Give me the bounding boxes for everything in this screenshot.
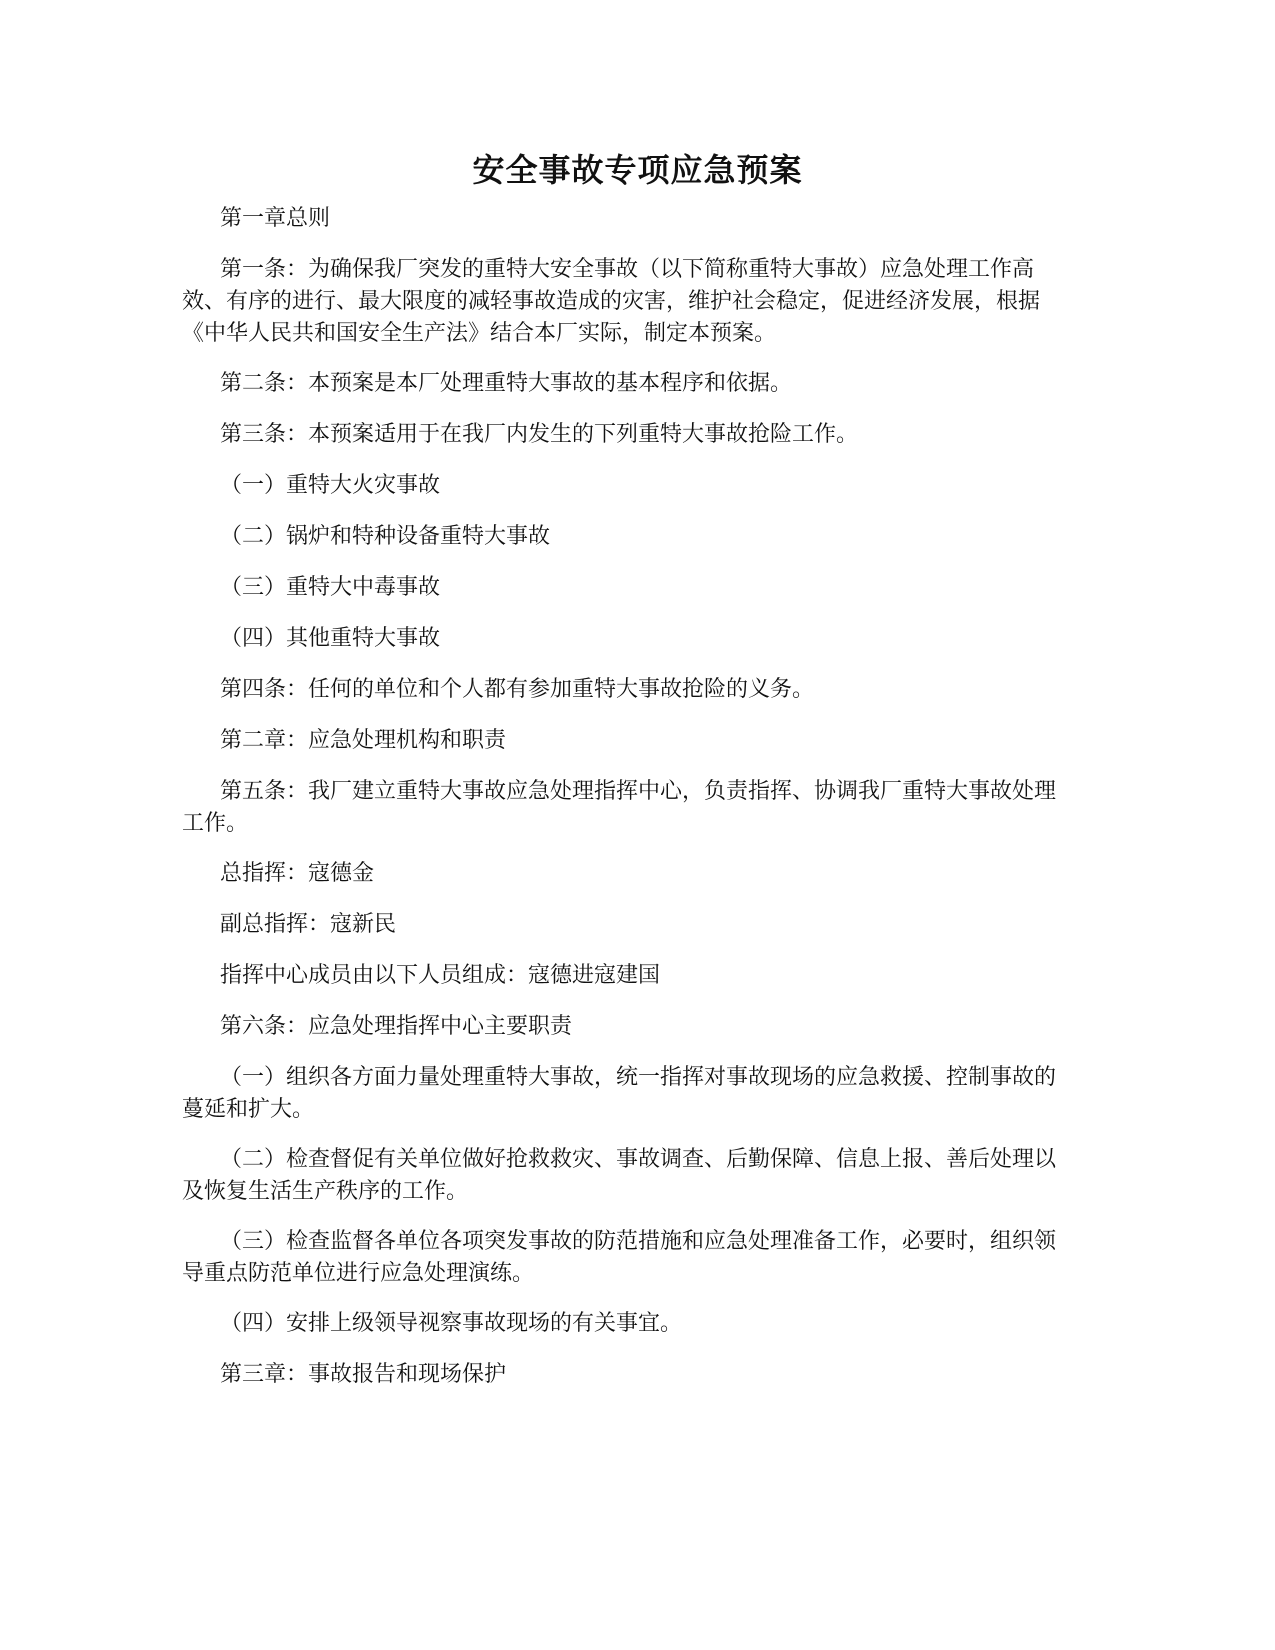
- article-3-item-1: （一）重特大火灾事故: [220, 473, 441, 498]
- article-6-item-4: （四）安排上级领导视察事故现场的有关事宜。: [220, 1311, 683, 1336]
- article-6: 第六条：应急处理指挥中心主要职责: [220, 1014, 573, 1039]
- chapter-1-heading: 第一章总则: [220, 206, 331, 231]
- article-1: 第一条：为确保我厂突发的重特大安全事故（以下简称重特大事故）应急处理工作高效、有序的进行、最大限度的减轻事故造成的灾害，维护社会稳定，促进经济发展，根据《中华人民共和国安全生产法》结合本厂实际，制定本预案。: [182, 257, 1041, 346]
- article-3-item-3: （三）重特大中毒事故: [220, 575, 441, 600]
- article-2: 第二条：本预案是本厂处理重特大事故的基本程序和依据。: [220, 371, 793, 396]
- document-title: 安全事故专项应急预案: [472, 151, 803, 189]
- article-6-item-2: （二）检查督促有关单位做好抢救救灾、事故调查、后勤保障、信息上报、善后处理以及恢复生活生产秩序的工作。: [182, 1147, 1057, 1204]
- chapter-3-heading: 第三章：事故报告和现场保护: [220, 1362, 507, 1387]
- chapter-2-heading: 第二章：应急处理机构和职责: [220, 728, 507, 753]
- article-6-item-1: （一）组织各方面力量处理重特大事故，统一指挥对事故现场的应急救援、控制事故的蔓延和扩大。: [182, 1065, 1057, 1122]
- article-3-item-4: （四）其他重特大事故: [220, 626, 441, 651]
- deputy-commander: 副总指挥：寇新民: [220, 912, 397, 937]
- article-3: 第三条：本预案适用于在我厂内发生的下列重特大事故抢险工作。: [220, 422, 859, 447]
- command-center-members: 指挥中心成员由以下人员组成：寇德进寇建国: [220, 963, 661, 988]
- article-3-item-2: （二）锅炉和特种设备重特大事故: [220, 524, 551, 549]
- article-6-item-3: （三）检查监督各单位各项突发事故的防范措施和应急处理准备工作，必要时，组织领导重点防范单位进行应急处理演练。: [182, 1229, 1057, 1286]
- article-4: 第四条：任何的单位和个人都有参加重特大事故抢险的义务。: [220, 677, 815, 702]
- commander-in-chief: 总指挥：寇德金: [220, 861, 375, 886]
- article-5: 第五条：我厂建立重特大事故应急处理指挥中心，负责指挥、协调我厂重特大事故处理工作。: [182, 779, 1057, 836]
